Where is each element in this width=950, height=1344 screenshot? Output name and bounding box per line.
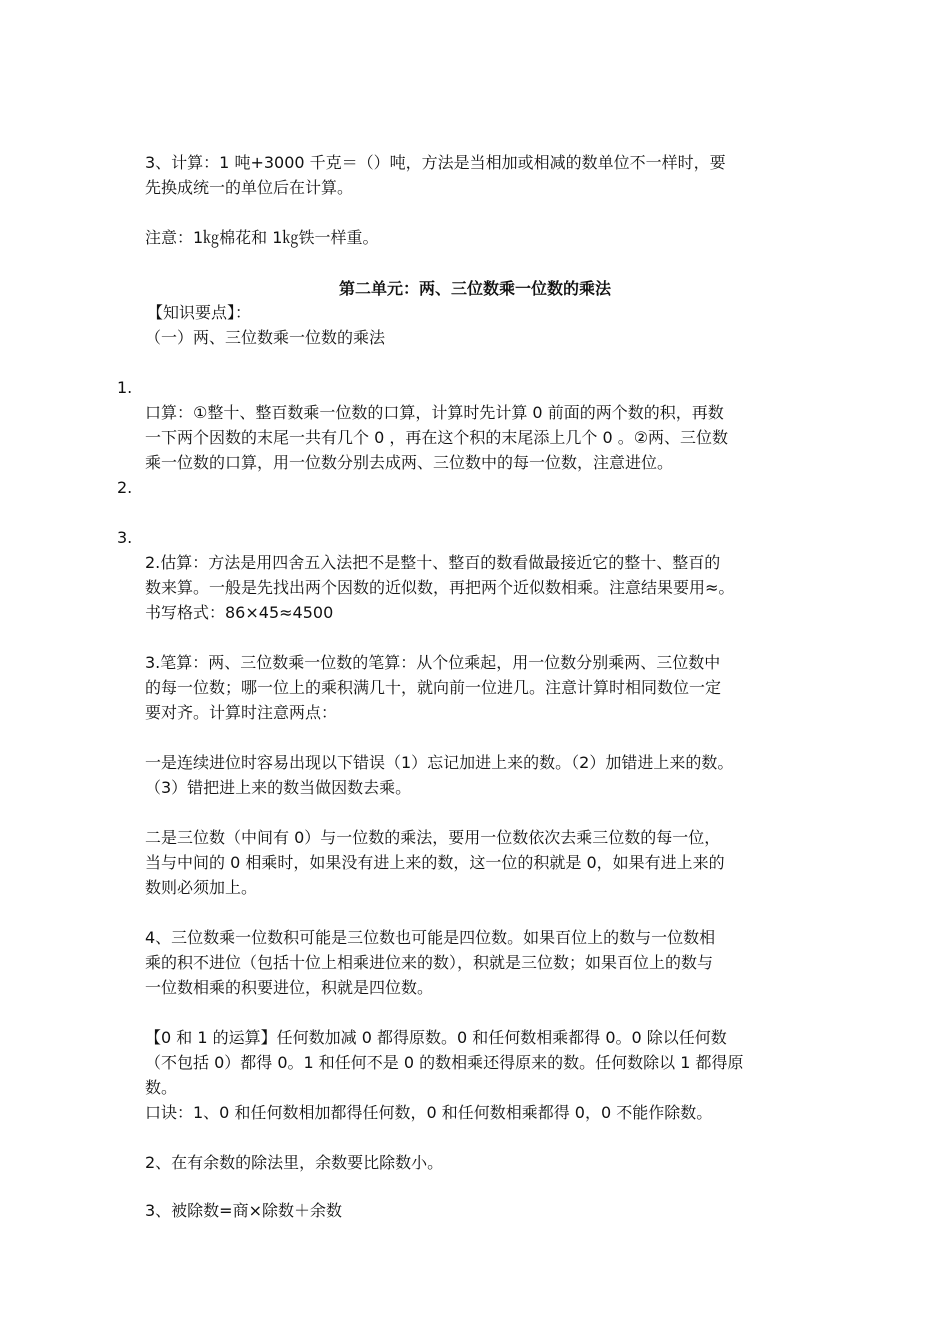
text-line: 当与中间的 0 相乘时，如果没有进上来的数，这一位的积就是 0，如果有进上来的 bbox=[145, 853, 725, 872]
section-heading: （一）两、三位数乘一位数的乘法 bbox=[145, 328, 386, 347]
text-line: 数来算。一般是先找出两个因数的近似数，再把两个近似数相乘。注意结果要用≈。 bbox=[145, 578, 735, 597]
text-line: 书写格式：86×45≈4500 bbox=[145, 603, 334, 622]
text-line: 乘一位数的口算，用一位数分别去成两、三位数中的每一位数，注意进位。 bbox=[145, 453, 674, 472]
text-line: （3）错把进上来的数当做因数去乘。 bbox=[145, 778, 412, 797]
text-line: （不包括 0）都得 0。1 和任何不是 0 的数相乘还得原来的数。任何数除以 1 都得原 bbox=[145, 1053, 744, 1072]
list-number: 1. bbox=[117, 378, 133, 397]
text-line: 一位数相乘的积要进位，积就是四位数。 bbox=[145, 978, 434, 997]
text-line: 【0 和 1 的运算】任何数加减 0 都得原数。0 和任何数相乘都得 0。0 除以任何数 bbox=[145, 1028, 727, 1047]
text-line: 3、计算：1 吨+3000 千克＝（）吨，方法是当相加或相减的数单位不一样时，要 bbox=[145, 153, 726, 172]
text-line: 要对齐。计算时注意两点： bbox=[145, 703, 338, 722]
text-line: 乘的积不进位（包括十位上相乘进位来的数），积就是三位数；如果百位上的数与 bbox=[145, 953, 714, 972]
text-line: 口诀：1、0 和任何数相加都得任何数，0 和任何数相乘都得 0，0 不能作除数。 bbox=[145, 1103, 713, 1122]
note-line: 注意：1㎏棉花和 1㎏铁一样重。 bbox=[145, 228, 379, 247]
text-line: 一是连续进位时容易出现以下错误（1）忘记加进上来的数。（2）加错进上来的数。 bbox=[145, 753, 734, 772]
text-line: 数则必须加上。 bbox=[145, 878, 258, 897]
unit-title: 第二单元：两、三位数乘一位数的乘法 bbox=[338, 279, 611, 298]
text-line: 2.估算：方法是用四舍五入法把不是整十、整百的数看做最接近它的整十、整百的 bbox=[145, 553, 721, 572]
list-number: 3. bbox=[117, 528, 133, 547]
text-line: 口算：①整十、整百数乘一位数的口算，计算时先计算 0 前面的两个数的积，再数 bbox=[145, 403, 724, 422]
text-line: 数。 bbox=[145, 1078, 178, 1097]
text-line: 4、三位数乘一位数积可能是三位数也可能是四位数。如果百位上的数与一位数相 bbox=[145, 928, 716, 947]
list-number: 2. bbox=[117, 478, 133, 497]
text-line: 2、在有余数的除法里，余数要比除数小。 bbox=[145, 1153, 444, 1172]
text-line: 先换成统一的单位后在计算。 bbox=[145, 178, 354, 197]
text-line: 3.笔算：两、三位数乘一位数的笔算：从个位乘起，用一位数分别乘两、三位数中 bbox=[145, 653, 721, 672]
text-line: 一下两个因数的末尾一共有几个 0 ，再在这个积的末尾添上几个 0 。②两、三位数 bbox=[145, 428, 729, 447]
text-line: 的每一位数；哪一位上的乘积满几十，就向前一位进几。注意计算时相同数位一定 bbox=[145, 678, 722, 697]
knowledge-points-heading: 【知识要点】： bbox=[147, 303, 252, 322]
text-line: 3、被除数=商×除数＋余数 bbox=[145, 1201, 342, 1220]
text-line: 二是三位数（中间有 0）与一位数的乘法，要用一位数依次去乘三位数的每一位， bbox=[145, 828, 721, 847]
